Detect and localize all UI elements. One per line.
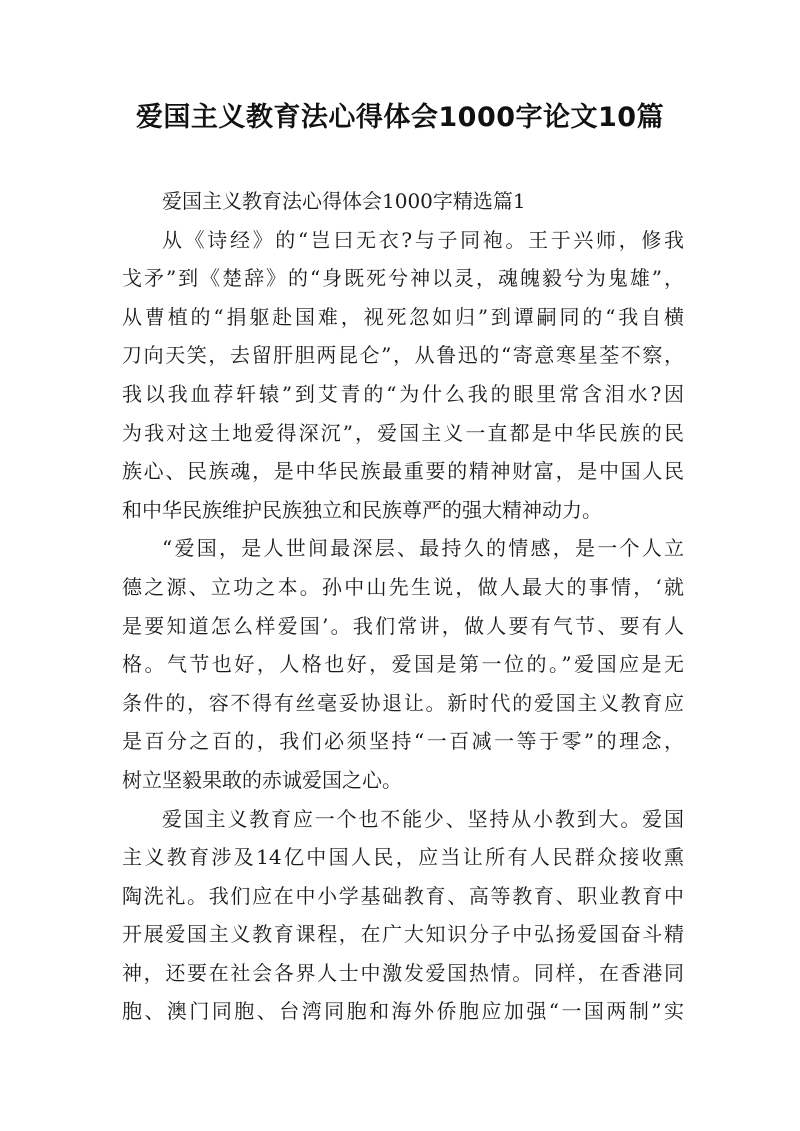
paragraph-line: 开展爱国主义教育课程，在广大知识分子中弘扬爱国奋斗精	[122, 922, 684, 947]
paragraph-line: 从《诗经》的“岂曰无衣?与子同袍。王于兴师，修我	[162, 227, 684, 252]
paragraph-line: 刀向天笑，去留肝胆两昆仑”，从鲁迅的“寄意寒星荃不察，	[122, 343, 684, 368]
paragraph-line: 树立坚毅果敢的赤诚爱国之心。	[122, 767, 402, 792]
paragraph-line: 德之源、立功之本。孙中山先生说，做人最大的事情，‘就	[122, 574, 684, 599]
paragraph-line: 爱国主义教育应一个也不能少、坚持从小教到大。爱国	[162, 806, 684, 831]
paragraph-line: 从曹植的“捐躯赴国难，视死忽如归”到谭嗣同的“我自横	[122, 304, 684, 329]
paragraph-line: 主义教育涉及14亿中国人民，应当让所有人民群众接收熏	[122, 845, 684, 870]
paragraph-line: 神，还要在社会各界人士中激发爱国热情。同样，在香港同	[122, 960, 684, 985]
document-body	[122, 182, 684, 1031]
paragraph-line: 和中华民族维护民族独立和民族尊严的强大精神动力。	[122, 497, 602, 522]
paragraph-line: 族心、民族魂，是中华民族最重要的精神财富，是中国人民	[122, 459, 684, 484]
paragraph-line: 条件的，容不得有丝毫妥协退让。新时代的爱国主义教育应	[122, 690, 684, 715]
paragraph-3	[122, 800, 684, 1032]
paragraph-line: 为我对这土地爱得深沉”，爱国主义一直都是中华民族的民	[122, 420, 684, 445]
paragraph-line: 格。气节也好，人格也好，爱国是第一位的。”爱国应是无	[122, 652, 684, 677]
paragraph-line: 是要知道怎么样爱国’。我们常讲，做人要有气节、要有人	[122, 613, 684, 638]
paragraph-line: 我以我血荐轩辕”到艾青的“为什么我的眼里常含泪水?因	[122, 381, 684, 406]
section-subtitle: 爱国主义教育法心得体会1000字精选篇1	[162, 189, 526, 213]
paragraph-line: 胞、澳门同胞、台湾同胞和海外侨胞应加强“一国两制”实	[122, 999, 684, 1024]
document-title: 爱国主义教育法心得体会1000字论文10篇	[135, 102, 665, 133]
paragraph-line: 是百分之百的，我们必须坚持“一百减一等于零”的理念，	[122, 729, 684, 754]
paragraph-line: “爱国，是人世间最深层、最持久的情感，是一个人立	[162, 536, 684, 561]
paragraph-2	[122, 529, 684, 799]
paragraph-line: 陶洗礼。我们应在中小学基础教育、高等教育、职业教育中	[122, 883, 684, 908]
paragraph-1	[122, 221, 684, 530]
paragraph-line: 戈矛”到《楚辞》的“身既死兮神以灵，魂魄毅兮为鬼雄”，	[122, 266, 684, 291]
